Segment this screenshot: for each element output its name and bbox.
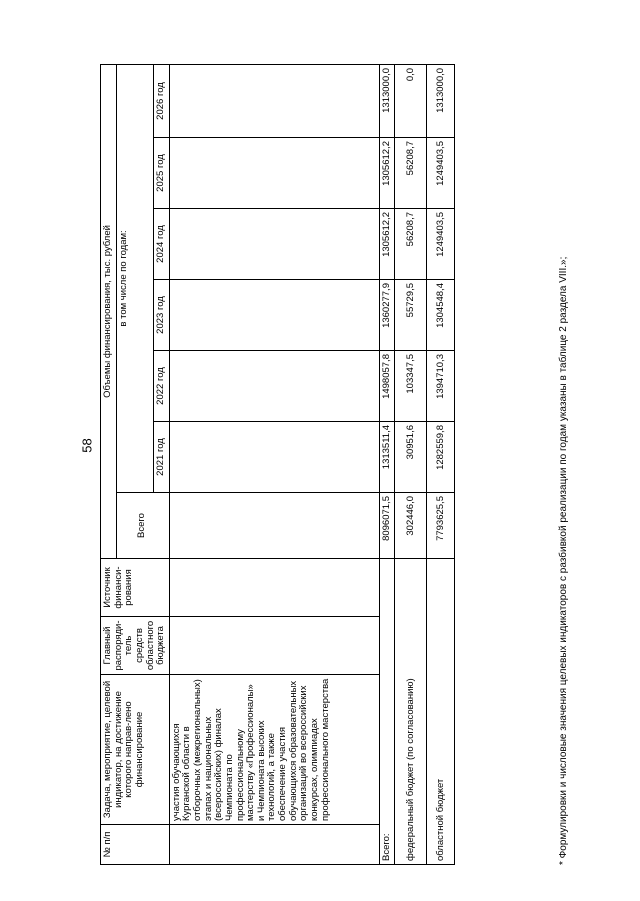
task-year-cell [169, 422, 379, 493]
header-volumes: Объемы финансирования, тыс. рублей [101, 64, 117, 558]
header-year: 2024 год [154, 209, 170, 280]
row-value: 1304548,4 [427, 280, 455, 351]
task-admin-cell [169, 617, 379, 675]
row-value: 1305612,2 [379, 138, 395, 209]
row-total: 302446,0 [395, 493, 427, 559]
task-year-cell [169, 138, 379, 209]
row-value: 1313000,0 [427, 64, 455, 137]
row-value: 1249403,5 [427, 209, 455, 280]
task-row [169, 64, 379, 864]
row-value: 1249403,5 [427, 138, 455, 209]
financing-table [100, 64, 455, 865]
row-value: 55729,5 [395, 280, 427, 351]
header-by-years: в том числе по годам: [116, 64, 154, 492]
footnote: * Формулировки и числовые значения целевых индикаторов с разбивкой реализации по годам указаны в таблице 2 раздела VIII.»; [558, 256, 569, 865]
row-value: 1498057,8 [379, 351, 395, 422]
row-value: 0,0 [395, 64, 427, 137]
rotated-table-container [100, 65, 532, 865]
header-task: Задача, мероприятие, целевой индикатор, на достижение которого направ-лено финансирование [101, 675, 170, 825]
task-year-cell [169, 209, 379, 280]
header-year: 2021 год [154, 422, 170, 493]
header-year: 2022 год [154, 351, 170, 422]
row-value: 56208,7 [395, 138, 427, 209]
task-text-cell: участия обучающихся Курганской области в отборочных (межрегиональных) этапах и национальных (всероссийских) финалах Чемпионата по профессиональному мастерству «Профессионалы» и Чемпионата высоких технологий, а также обеспечение участия обучающихся образовательных организаций во всероссийских конкурсах, олимпиадах профессионального мастерства [169, 675, 379, 825]
page-number: 58 [79, 438, 95, 453]
header-no: № п/п [101, 825, 170, 865]
header-total: Всего [116, 493, 169, 559]
task-source-cell [169, 559, 379, 617]
table-row-total [379, 64, 395, 864]
row-value: 30951,6 [395, 422, 427, 493]
row-label: областной бюджет [427, 559, 455, 865]
row-value: 1360277,9 [379, 280, 395, 351]
row-value: 1305612,2 [379, 209, 395, 280]
row-value: 56208,7 [395, 209, 427, 280]
task-year-cell [169, 351, 379, 422]
row-total: 7793625,5 [427, 493, 455, 559]
task-year-cell [169, 64, 379, 137]
row-label: Всего: [379, 559, 395, 865]
header-year: 2023 год [154, 280, 170, 351]
row-total: 8096071,5 [379, 493, 395, 559]
row-value: 1313511,4 [379, 422, 395, 493]
header-year: 2026 год [154, 64, 170, 137]
header-source: Источник финанси-рования [101, 559, 170, 617]
row-label: федеральный бюджет (по согласованию) [395, 559, 427, 865]
task-no-cell [169, 825, 379, 865]
header-year: 2025 год [154, 138, 170, 209]
table-row-federal [395, 64, 427, 864]
row-value: 1313000,0 [379, 64, 395, 137]
row-value: 103347,5 [395, 351, 427, 422]
header-admin: Главный распоряди-тель средств областного бюджета [101, 617, 170, 675]
task-year-cell [169, 280, 379, 351]
row-value: 1394710,3 [427, 351, 455, 422]
task-total-cell [169, 493, 379, 559]
row-value: 1282559,8 [427, 422, 455, 493]
table-row-regional [427, 64, 455, 864]
header-row-1 [101, 64, 117, 864]
